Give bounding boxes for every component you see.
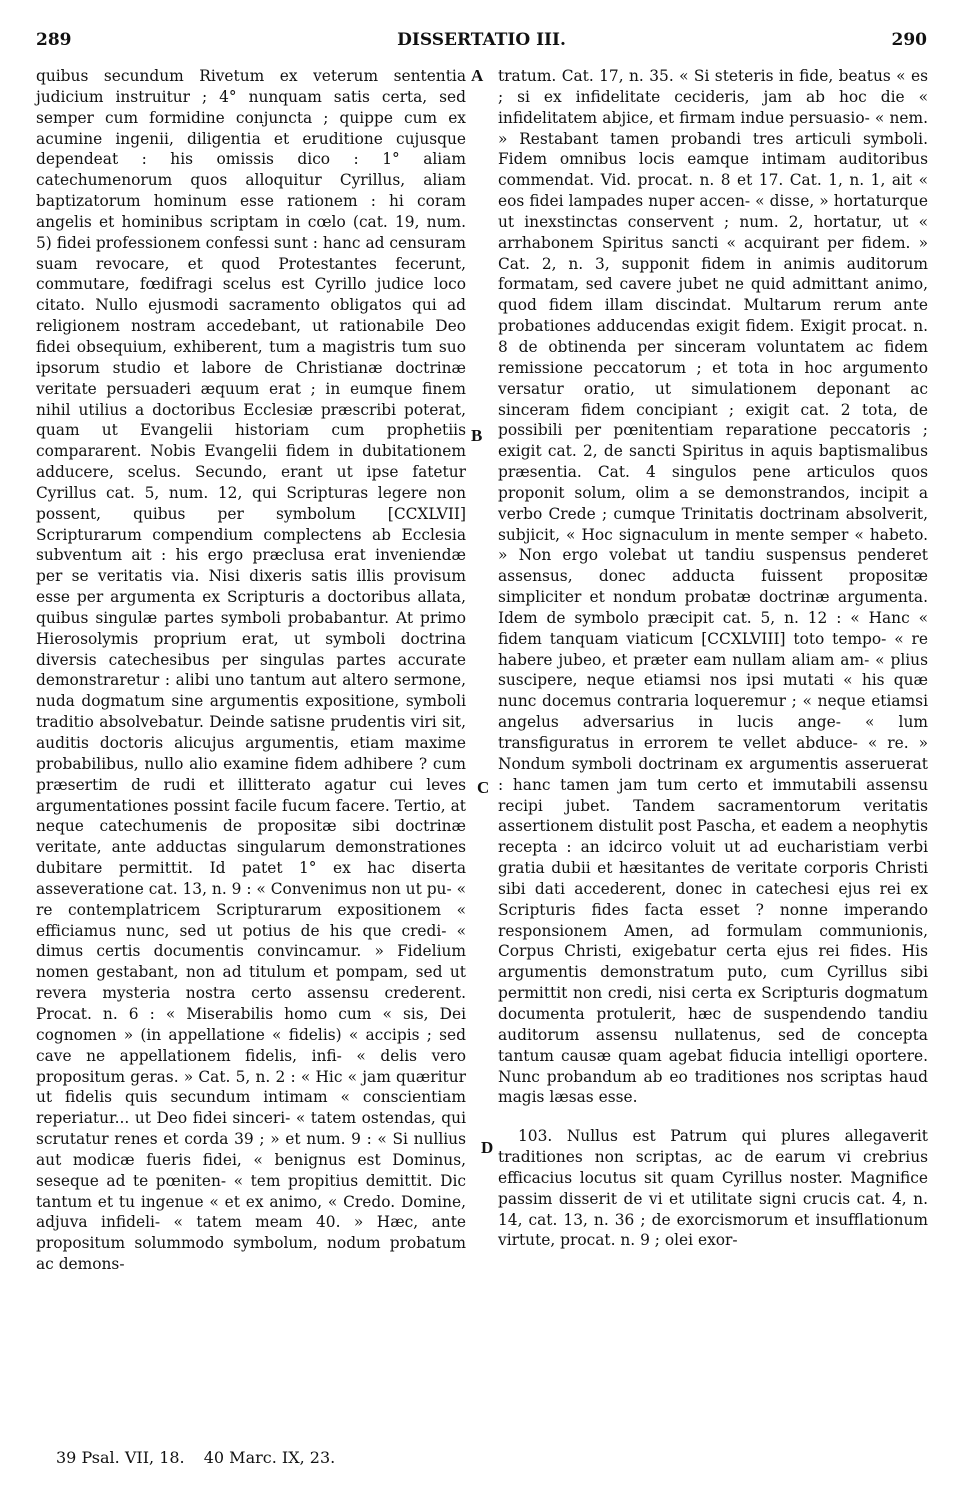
- right-column: [498, 66, 928, 1251]
- right-paragraph-2: 103. Nullus est Patrum qui plures allegaverit traditiones non scriptas, ac de earum vi crebrius efficacius locutus sit quam Cyrillus noster. Magnifice passim disserit de vi et utilitate signi crucis cat. 4, n. 14, cat. 13, n. 36 ; de exorcismorum et insufflationum virtute, procat. n. 9 ; olei exor-: [498, 1127, 928, 1250]
- left-paragraph-1: quibus secundum Rivetum ex veterum sententia judicium instruitur ; 4° nunquam satis certa, sed semper cum formidine conjuncta ; quippe cum ex acumine ingenii, diligentia et eruditione cujusque dependeat : his omissis dico : 1° aliam catechumenorum quos alloquitur Cyrillus, aliam baptizatorum hominum esse rationem : hi coram angelis et hominibus scriptam in cœlo (cat. 19, num. 5) fidei professionem confessi sunt : hanc ad censuram suam revocare, et quod Protestantes fecerunt, commutare, fœdifragi scelus est Cyrillo judice loco citato. Nullo ejusmodi sacramento obligatos qui ad religionem nostram accedebant, ut rationabile Deo fidei obsequium, exhiberent, tum a magistris tum suo ipsorum studio et labore de Christianæ doctrinæ veritate persuaderi æquum erat ; in eumque finem nihil utilius a doctoribus Ecclesiæ præscribi poterat, quam ut Evangelii historiam cum prophetiis compararent. Nobis Evangelii fidem in dubitationem adducere, scelus. Secundo, erant ut ipse fatetur Cyrillus cat. 5, num. 12, qui Scripturas legere non possent, quibus per symbolum [CCXLVII] Scripturarum compendium complectens ab Ecclesia subventum ait : his ergo præclusa erat inveniendæ per se veritatis via. Nisi dixeris satis illis provisum esse per argumenta ex Scripturis a doctoribus allata, quibus singulæ partes symboli probabantur. At primo Hierosolymis proprium erat, ut symboli doctrina diversis catechesibus per singulas partes accurate demonstraretur : alibi uno tantum aut altero sermone, nuda dogmatum sine argumentis expositione, symboli traditio absolvebatur. Deinde satisne prudentis viri sit, auditis doctoris alicujus argumentis, etiam maxime probabilibus, nullo alio examine fidem adhibere ? cum præsertim de rudi et illitterato agatur cui leves argumentationes possint facile fucum facere. Tertio, at neque catechumenis de propositæ sibi doctrinæ veritate, ante adductas singularum demonstrationes dubitare permittit. Id patet 1° ex hac diserta asseveratione cat. 13, n. 9 : « Convenimus non ut pu- « re contemplatricem Scripturarum expositionem « efficiamus nunc, sed ut potius de his que credi- « dimus certis documentis convincamur. » Fidelium nomen gestabant, non ad titulum et pompam, sed ut revera mysteria nostra certo assensu crederent. Procat. n. 6 : « Miserabilis homo cum « sis, Dei cognomen » (in appellatione « fidelis) « accipis ; sed cave ne appellationem fidelis, infi- « delis vero propositum geras. » Cat. 5, n. 2 : « Hic « jam quæritur ut fidelis quis secundum intimam « conscientiam reperiatur... ut Deo fidei sinceri- « tatem ostendas, qui scrutatur renes et corda 39 ; » et num. 9 : « Si nullius aut modicæ fueris fidei, « benignus est Dominus, seseque ad te pœniten- « tem propitius demittit. Dic tantum et tu ingenue « et ex animo, « Credo. Domine, adjuva infideli- « tatem meam 40. » Hæc, ante propositum solummodo symbolum, nodum probatum ac demons-: [36, 67, 466, 1274]
- margin-letter-a: A: [471, 66, 484, 85]
- right-page-number: 290: [891, 30, 927, 50]
- running-header: [36, 30, 927, 60]
- page-title: DISSERTATIO III.: [397, 30, 566, 50]
- margin-letter-d: D: [481, 1138, 494, 1157]
- footnote-40: 40 Marc. IX, 23.: [203, 1448, 336, 1467]
- margin-letter-c: C: [477, 778, 490, 797]
- right-paragraph-1: tratum. Cat. 17, n. 35. « Si steteris in fide, beatus « es ; si ex infidelitate cecideris, jam ab hoc die « infidelitatem abjice, et firmam indue persuasio- « nem. » Restabant tamen probandi tres articuli symboli. Fidem omnibus locis eamque intimam auditoribus commendat. Vid. procat. n. 8 et 17. Cat. 1, n. 1, ait « eos fidei lampades nuper accen- « disse, » hortaturque ut inexstinctas conservent ; num. 2, hortatur, ut « arrhabonem Spiritus sancti « acquirant per fidem. » Cat. 2, n. 3, supponit fidem in animis auditorum formatam, sed cavere jubet ne quid admittant animo, quod fidem illam discindat. Multarum rerum ante probationes adducendas exigit fidem. Exigit procat. n. 8 de obtinenda per sinceram voluntatem ac fidem remissione peccatorum ; et tota in hoc argumento versatur oratio, ut simulationem deponant ac sinceram fidem concipiant ; exigit cat. 2 tota, de possibili per pœnitentiam reparatione peccatoris ; exigit cat. 2, de sancti Spiritus in aquis baptismalibus præsentia. Cat. 4 singulos pene articulos quos proponit solum, olim a se demonstrandos, incipit a verbo Crede ; cumque Trinitatis doctrinam absolverit, subjicit, « Hoc signaculum in mente semper « habeto. » Non ergo volebat ut tandiu suspensus penderet assensus, donec adducta fuissent propositæ simpliciter et nondum probatæ doctrinæ argumenta. Idem de symbolo præcipit cat. 5, n. 12 : « Hanc « fidem tanquam viaticum [CCXLVIII] toto tempo- « re habere jubeo, et præter eam nullam aliam am- « plius suscipere, neque etiamsi nos ipsi mutati « his quæ nunc docemus contraria loqueremur ; « neque etiamsi angelus adversarius in lucis ange- « lum transfiguratus in errorem te vellet abduce- « re. » Nondum symboli doctrinam ex argumentis asseruerat : hanc tamen jam tum certo et immutabili assensu recipi jubet. Tandem sacramentorum veritatis assertionem distulit post Pascha, et eadem a neophytis recepta : an idcirco voluit ut ad eucharistiam verbi gratia dubii et hæsitantes de veritate corporis Christi sibi dati accederent, donec in catechesi ejus rei ex Scripturis fides facta esset ? nonne imperando responsionem Amen, ad formulam communionis, Corpus Christi, exigebatur certa ejus rei fides. His argumentis demonstratum puto, cum Cyrillus sibi permittit non credi, nisi certa ex Scripturis dogmatum documenta protulerit, hæc de suspendendo tandiu auditorum assensu nullatenus, sed de concepta tantum causæ quam agebat fiducia intelligi oportere. Nunc probandum ab eo traditiones nos scriptas haud magis læsas esse.: [498, 67, 928, 1107]
- footnote-39: 39 Psal. VII, 18.: [56, 1448, 185, 1467]
- margin-letter-b: B: [471, 426, 483, 445]
- left-column: [36, 66, 466, 1275]
- footnotes: [56, 1448, 335, 1467]
- left-page-number: 289: [36, 30, 72, 50]
